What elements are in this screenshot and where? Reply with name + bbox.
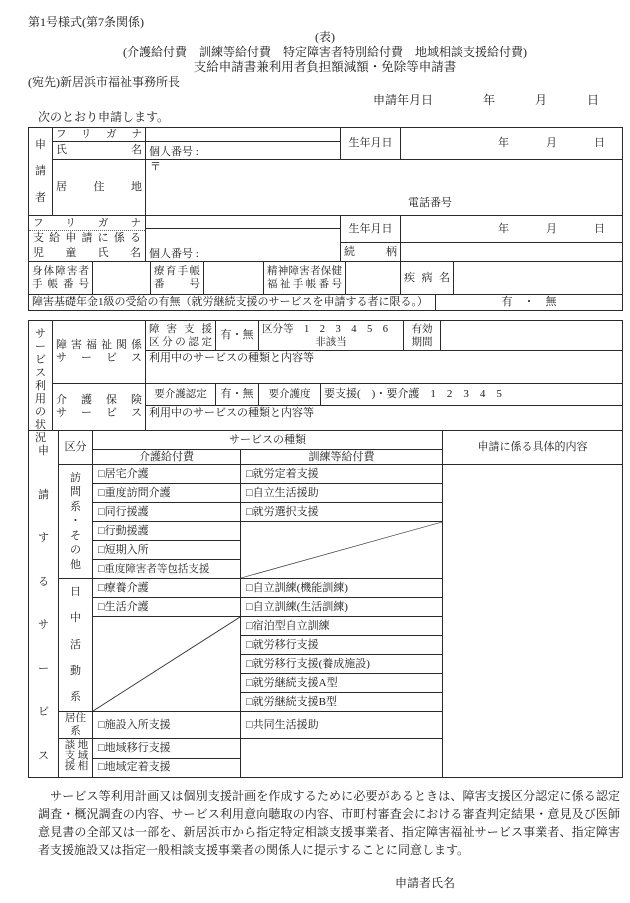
ryoiku-handbook-label: 療育手帳 番号 — [151, 262, 204, 295]
checkbox-chiiki-settlement[interactable]: □地域定着支援 — [93, 758, 241, 778]
intro-text: 次のとおり申請します。 — [38, 110, 170, 124]
applicant-personal-number-label: 個人番号 : — [149, 146, 199, 158]
checkbox-employment-retention[interactable]: □就労定着支援 — [241, 465, 443, 484]
checkbox-behavior-support[interactable]: □行動援護 — [93, 522, 241, 541]
checkbox-accompany-support[interactable]: □同行援護 — [93, 503, 241, 522]
postal-mark: 〒 — [150, 161, 161, 173]
care-level-label: 要介護度 — [259, 384, 321, 406]
child-furigana-label: フリガナ — [29, 217, 145, 231]
pension-table — [28, 294, 623, 311]
applicant-name-field[interactable] — [146, 142, 341, 160]
child-name-field[interactable] — [146, 229, 341, 262]
checkbox-training-functional[interactable]: □自立訓練(機能訓練) — [241, 579, 443, 598]
application-date-field[interactable]: 年 月 日 — [483, 93, 601, 107]
care-level-field[interactable]: 要支援( )・要介護 1 2 3 4 5 — [321, 384, 623, 406]
application-date-row — [28, 93, 622, 108]
child-name-label-line1: 支給申請に係る — [33, 232, 141, 244]
kaigo-benefit-header: 介護給付費 — [93, 450, 241, 465]
page-side-label: (表) — [315, 30, 335, 44]
group-label-kyoju: 居住系 — [59, 712, 93, 739]
checkbox-medical-care[interactable]: □療養介護 — [93, 579, 241, 598]
insurance-usage-field[interactable]: 利用中のサービスの種類と内容等 — [146, 406, 623, 431]
validity-period-label: 有効 期間 — [404, 321, 441, 351]
support-category-yes-no-field[interactable]: 有・無 — [216, 321, 259, 351]
not-applicable-diagonal-kunren — [241, 522, 443, 579]
checkbox-facility-admission[interactable]: □施設入所支援 — [93, 712, 241, 739]
disease-name-field[interactable] — [454, 262, 623, 295]
pension-label: 障害基礎年金1級の受給の有無（就労継続支援のサービスを申請する者に限る。） — [29, 295, 436, 311]
group-label-nicchu: 日 中 活 動 系 — [59, 579, 93, 712]
mental-handbook-label: 精神障害者保健 福祉手帳番号 — [264, 262, 346, 295]
checkbox-employment-continuous-b[interactable]: □就労継続支援B型 — [241, 693, 443, 712]
validity-period-field[interactable] — [441, 321, 623, 351]
group-label-homon: 訪 問 系 ・ そ の 他 — [59, 465, 93, 579]
physical-handbook-label: 身体障害者 手帳番号 — [29, 262, 93, 295]
services-section-label: 申 請 す る サ ー ビ ス — [29, 431, 59, 778]
service-type-header: サービスの種類 — [93, 431, 443, 450]
child-name-label-line2: 児童氏名 — [33, 247, 141, 259]
disease-name-label: 疾病名 — [401, 262, 454, 295]
applicant-name-label: 氏名 — [53, 142, 146, 160]
checkbox-chiiki-transition[interactable]: □地域移行支援 — [93, 739, 241, 759]
applicant-birthdate-field[interactable]: 年 月 日 — [401, 128, 623, 160]
application-date-label: 申請年月日 — [373, 93, 434, 107]
applicant-furigana-label: フリガナ — [53, 128, 146, 142]
checkbox-home-care[interactable]: □居宅介護 — [93, 465, 241, 484]
checkbox-lodging-training[interactable]: □宿泊型自立訓練 — [241, 617, 443, 636]
relation-label: 続柄 — [341, 243, 401, 262]
applicant-address-label: 居住地 — [53, 160, 146, 216]
support-category-field[interactable]: 区分等 1 2 3 4 5 6 非該当 — [259, 321, 404, 351]
child-furigana-field[interactable] — [146, 216, 341, 229]
consent-text: サービス等利用計画又は個別支援計画を作成するために必要があるときは、障害支援区分認定に係る認定調査・概況調査の内容、サービス利用意向聴取の内容、市町村審査会における審査判定結果・意見及び医師意見書の全部又は一部を、新居浜市から指定特定相談支援事業者、指定障害福祉サービス事業者、指定障害者支援施設又は指定一般相談支援事業者の関係人に提示することに同意します。 — [38, 789, 620, 857]
form-code: 第1号様式(第7条関係) — [28, 15, 144, 29]
physical-handbook-field[interactable] — [93, 262, 151, 295]
kunren-benefit-header: 訓練等給付費 — [241, 450, 443, 465]
checkbox-employment-continuous-a[interactable]: □就労継続支援A型 — [241, 674, 443, 693]
addressee: (宛先)新居浜市福祉事務所長 — [28, 75, 180, 89]
benefit-types-line: (介護給付費 訓練等給付費 特定障害者特別給付費 地域相談支援給付費) — [123, 45, 527, 59]
detail-column-header: 申請に係る具体的内容 — [443, 431, 623, 465]
usage-section-label: サ ー ビ ス 利 用 の 状 況 — [29, 321, 53, 431]
support-category-cert-label: 障害支援 区分の認定 — [146, 321, 216, 351]
applicant-birthdate-label: 生年月日 — [341, 128, 401, 160]
checkbox-training-life[interactable]: □自立訓練(生活訓練) — [241, 598, 443, 617]
requested-services-table — [28, 430, 623, 778]
applicant-table — [28, 127, 623, 216]
pension-yes-no-field[interactable]: 有 ・ 無 — [436, 295, 623, 311]
checkbox-life-care[interactable]: □生活介護 — [93, 598, 241, 617]
care-cert-yes-no-field[interactable]: 有・無 — [216, 384, 259, 406]
checkbox-short-stay[interactable]: □短期入所 — [93, 541, 241, 560]
applicant-section-label: 申 請 者 — [29, 128, 53, 216]
applicant-address-field[interactable] — [146, 160, 623, 216]
checkbox-employment-selection[interactable]: □就労選択支援 — [241, 503, 443, 522]
phone-number-label: 電話番号 — [408, 197, 452, 209]
usage-status-table — [28, 320, 623, 444]
checkbox-comprehensive-support[interactable]: □重度障害者等包括支援 — [93, 560, 241, 579]
category-column-header: 区分 — [59, 431, 93, 465]
child-name-label — [29, 216, 146, 262]
applicant-furigana-field[interactable] — [146, 128, 341, 142]
child-personal-number-label: 個人番号 : — [149, 248, 199, 260]
signature-label: 申請者氏名 — [395, 876, 456, 890]
form-title: 支給申請書兼利用者負担額減額・免除等申請書 — [193, 60, 457, 74]
checkbox-group-home[interactable]: □共同生活援助 — [241, 712, 443, 739]
handbook-table — [28, 261, 623, 295]
child-table — [28, 215, 623, 262]
checkbox-employment-transition-training[interactable]: □就労移行支援(養成施設) — [241, 655, 443, 674]
mental-handbook-field[interactable] — [346, 262, 401, 295]
child-birthdate-field[interactable]: 年 月 日 — [401, 216, 623, 243]
form-page — [28, 0, 622, 891]
group-label-chiiki: 地域相談支援 — [59, 739, 93, 778]
checkbox-heavy-visit-care[interactable]: □重度訪問介護 — [93, 484, 241, 503]
care-insurance-label: 介護保険 サービス — [53, 384, 146, 431]
checkbox-independent-life-assist[interactable]: □自立生活援助 — [241, 484, 443, 503]
child-birthdate-label: 生年月日 — [341, 216, 401, 243]
not-applicable-diagonal-kaigo — [93, 617, 241, 712]
detail-field[interactable] — [443, 465, 623, 778]
relation-field[interactable] — [401, 243, 623, 262]
welfare-service-label: 障害福祉関係 サービス — [53, 321, 146, 384]
checkbox-employment-transition[interactable]: □就労移行支援 — [241, 636, 443, 655]
welfare-usage-field[interactable]: 利用中のサービスの種類と内容等 — [146, 351, 623, 384]
care-cert-label: 要介護認定 — [146, 384, 216, 406]
chiiki-kunren-empty-cell — [241, 739, 443, 778]
ryoiku-handbook-field[interactable] — [204, 262, 264, 295]
